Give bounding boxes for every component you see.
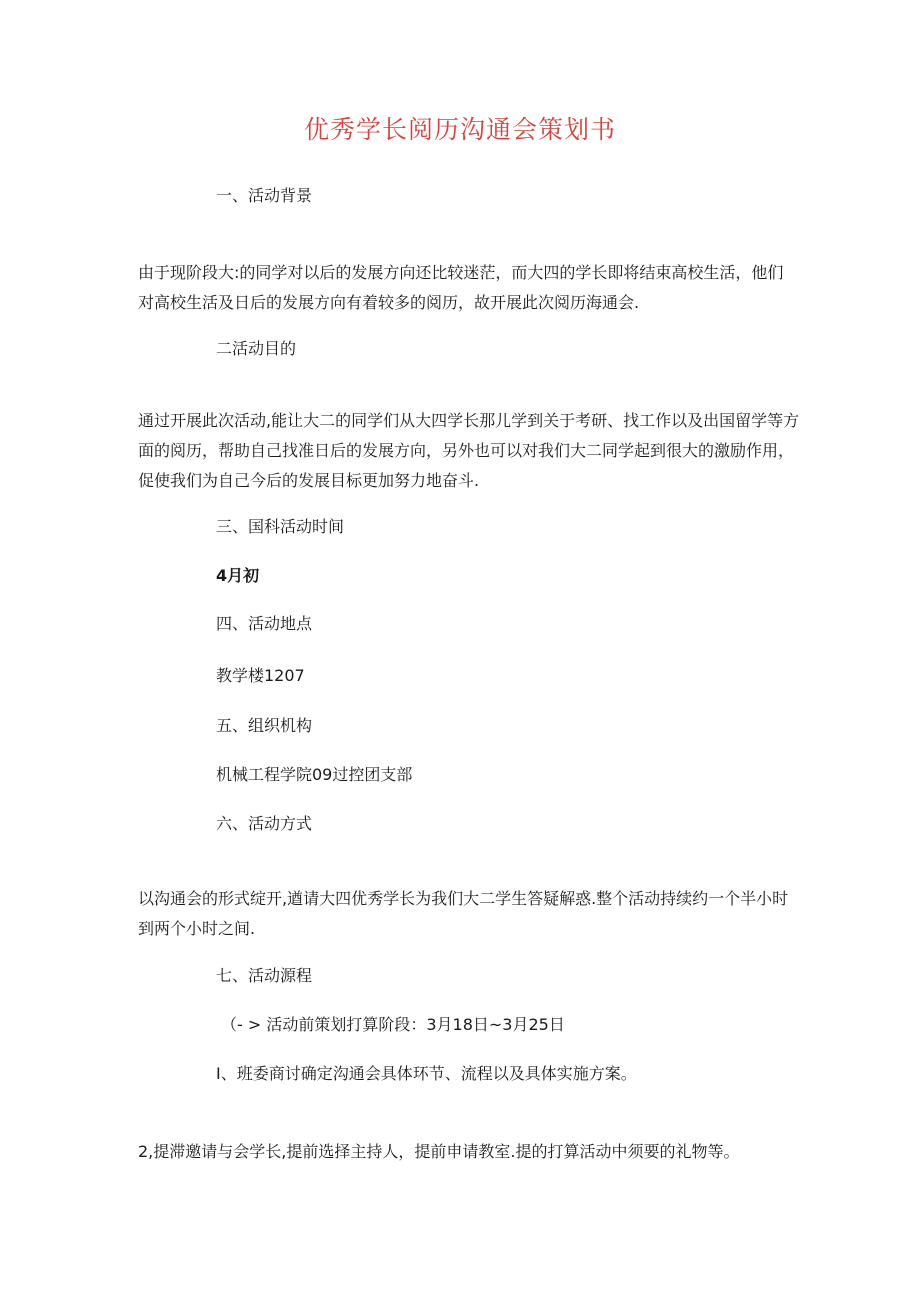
section-heading-format: 六、活动方式 [216,814,313,833]
paragraph-line: 以沟通会的形式绽开,遒请大四优秀学长为我们大二学生答疑解惑.整个活动持续约一个半小时 [138,889,789,908]
section-heading-time: 三、国科活动时间 [216,517,345,536]
section-heading-location: 四、活动地点 [216,614,313,633]
background-paragraph [138,258,793,318]
section-heading-background: 一、活动背景 [216,186,313,205]
process-step-2: 2,提滞邀请与会学长,提前选择主持人，提前申请教室.提的打算活动中须要的礼物等。 [138,1142,740,1161]
document-title: 优秀学长阅历沟通会策划书 [303,115,616,144]
paragraph-line: 到两个小时之间. [138,919,256,938]
activity-location-value: 教学楼1207 [216,666,305,685]
paragraph-line: 对高校生活及日后的发展方向有着较多的阅历，故开展此次阅历海通会. [138,293,640,312]
section-heading-process: 七、活动源程 [216,966,313,985]
process-step-1: I、班委商讨确定沟通会具体环节、流程以及具体实施方案。 [216,1064,637,1083]
format-paragraph [138,884,793,944]
paragraph-line: 面的阅历，帮助自己找准日后的发展方向，另外也可以对我们大二同学起到很大的激励作用， [138,441,795,460]
section-heading-organizer: 五、组织机构 [216,716,313,735]
paragraph-line: 由于现阶段大:的同学对以后的发展方向还比较迷茫，而大四的学长即将结束高校生活，他们 [138,263,784,282]
paragraph-line: 通过开展此次活动,能让大二的同学们从大四学长那儿学到关于考研、找工作以及出国留学等方 [138,411,800,430]
section-heading-purpose: 二活动目的 [216,339,297,358]
purpose-paragraph [138,406,800,496]
process-phase-one: （- > 活动前策划打算阶段：3月18日~3月25日 [221,1015,565,1034]
activity-time-value: 4月初 [216,566,260,585]
paragraph-line: 促使我们为自己今后的发展目标更加努力地奋斗. [138,471,480,490]
organizer-value: 机械工程学院09过控团支部 [216,765,413,784]
